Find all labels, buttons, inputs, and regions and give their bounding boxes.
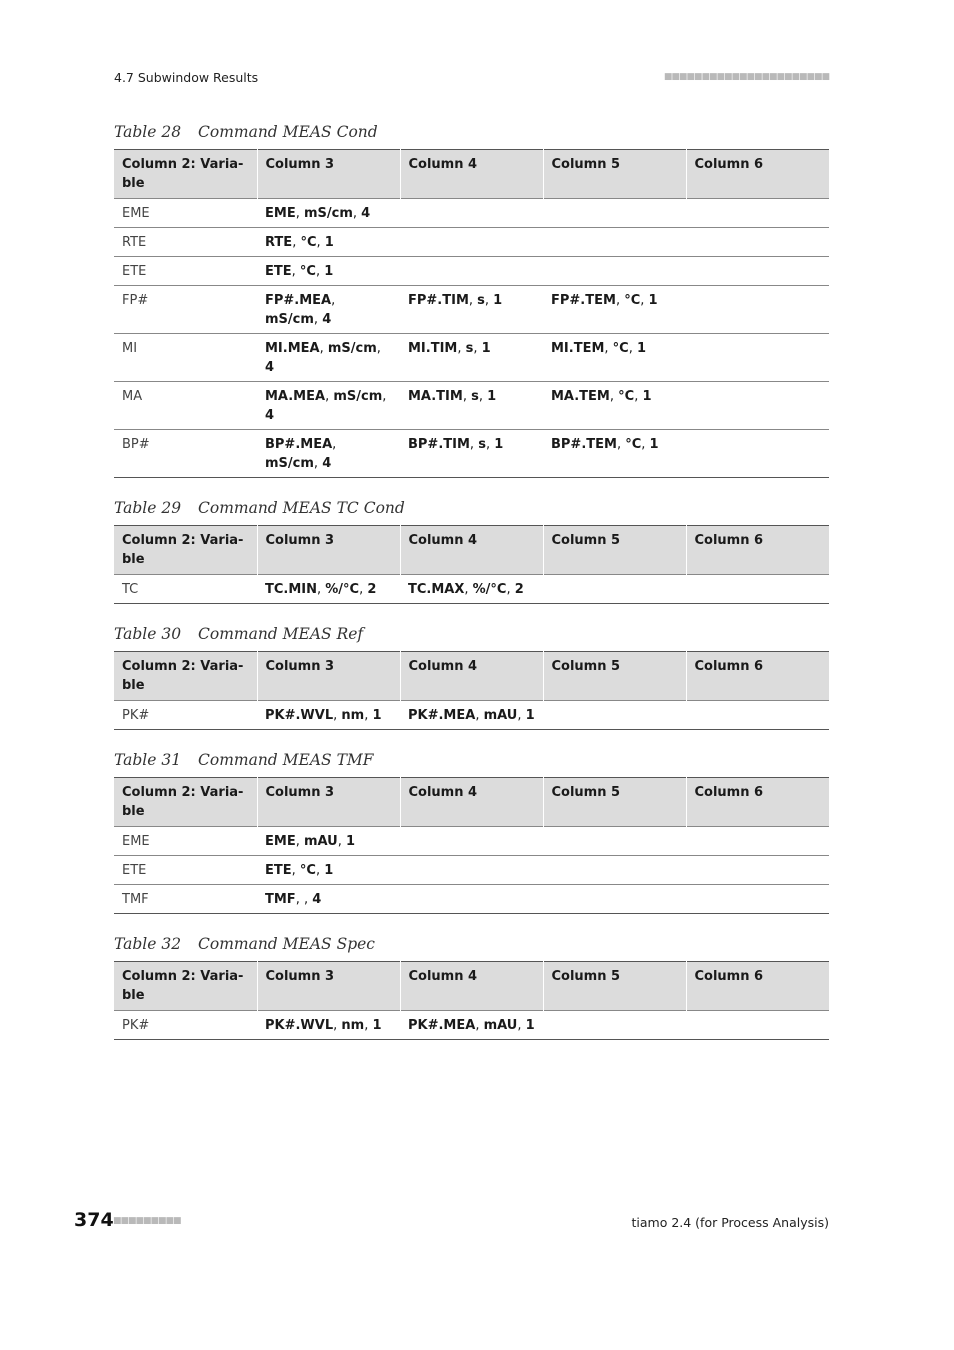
value-cell: ETE, °C, 1 [257,856,400,885]
value-cell [543,827,686,856]
value-cell [686,199,829,228]
value-cell: FP#.TEM, °C, 1 [543,286,686,334]
table-row [114,701,829,730]
footer-dots: ■■■■■■■■■ [113,1216,181,1226]
value-cell [543,1011,686,1040]
column-header: Column 4 [400,652,543,701]
column-header: Column 6 [686,150,829,199]
value-cell [686,286,829,334]
table-title: Command MEAS TMF [198,751,374,769]
value-cell: MI.TIM, s, 1 [400,334,543,382]
value-cell: MA.TIM, s, 1 [400,382,543,430]
value-cell: FP#.MEA, mS/cm, 4 [257,286,400,334]
variable-cell: MI [114,334,257,382]
tables-container [114,122,829,1060]
data-table [114,961,829,1040]
table-row [114,575,829,604]
table-number: Table 30 [114,625,182,643]
table-caption [114,624,829,644]
data-table [114,777,829,914]
table-row [114,228,829,257]
running-header-dots: ■■■■■■■■■■■■■■■■■■■■■■ [663,72,829,82]
column-header: Column 5 [543,962,686,1011]
value-cell [686,701,829,730]
value-cell [400,257,543,286]
variable-cell: EME [114,199,257,228]
column-header: Column 3 [257,652,400,701]
variable-cell: TMF [114,885,257,914]
running-header-section: 4.7 Subwindow Results [114,70,259,85]
value-cell [543,199,686,228]
variable-cell: FP# [114,286,257,334]
table-number: Table 28 [114,123,182,141]
footer-product: tiamo 2.4 (for Process Analysis) [631,1215,829,1230]
table-row [114,382,829,430]
column-header: Column 5 [543,652,686,701]
value-cell: MI.TEM, °C, 1 [543,334,686,382]
variable-cell: ETE [114,257,257,286]
table-number: Table 31 [114,751,182,769]
table-header-row [114,526,829,575]
column-header: Column 4 [400,962,543,1011]
value-cell: BP#.TIM, s, 1 [400,430,543,478]
table-row [114,856,829,885]
value-cell [686,382,829,430]
value-cell [686,257,829,286]
column-header: Column 2: Varia- ble [114,652,257,701]
column-header: Column 2: Varia- ble [114,150,257,199]
column-header: Column 6 [686,652,829,701]
table-row [114,257,829,286]
value-cell: BP#.TEM, °C, 1 [543,430,686,478]
value-cell: RTE, °C, 1 [257,228,400,257]
value-cell [543,228,686,257]
variable-cell: MA [114,382,257,430]
table-title: Command MEAS TC Cond [198,499,405,517]
value-cell: PK#.MEA, mAU, 1 [400,701,543,730]
column-header: Column 4 [400,526,543,575]
value-cell [686,1011,829,1040]
table-row [114,199,829,228]
variable-cell: PK# [114,1011,257,1040]
column-header: Column 4 [400,150,543,199]
variable-cell: BP# [114,430,257,478]
column-header: Column 3 [257,526,400,575]
column-header: Column 6 [686,526,829,575]
column-header: Column 5 [543,526,686,575]
value-cell [686,228,829,257]
value-cell [543,575,686,604]
value-cell: MA.MEA, mS/cm, 4 [257,382,400,430]
column-header: Column 3 [257,962,400,1011]
variable-cell: TC [114,575,257,604]
value-cell [543,701,686,730]
value-cell [686,430,829,478]
table-row [114,286,829,334]
table-row [114,827,829,856]
value-cell [400,827,543,856]
value-cell [543,257,686,286]
table-caption [114,750,829,770]
table-row [114,1011,829,1040]
value-cell: MA.TEM, °C, 1 [543,382,686,430]
column-header: Column 6 [686,962,829,1011]
value-cell [686,334,829,382]
value-cell: TMF, , 4 [257,885,400,914]
column-header: Column 4 [400,778,543,827]
value-cell: TC.MAX, %/°C, 2 [400,575,543,604]
value-cell: PK#.WVL, nm, 1 [257,1011,400,1040]
column-header: Column 3 [257,150,400,199]
value-cell: TC.MIN, %/°C, 2 [257,575,400,604]
page-number: 374 [74,1209,114,1231]
column-header: Column 5 [543,778,686,827]
value-cell: MI.MEA, mS/cm, 4 [257,334,400,382]
value-cell [543,856,686,885]
value-cell: PK#.MEA, mAU, 1 [400,1011,543,1040]
data-table [114,149,829,478]
value-cell [543,885,686,914]
table-header-row [114,150,829,199]
value-cell [400,199,543,228]
table-row [114,430,829,478]
variable-cell: RTE [114,228,257,257]
value-cell [686,575,829,604]
value-cell [400,856,543,885]
table-title: Command MEAS Ref [198,625,364,643]
table-caption [114,498,829,518]
value-cell [400,228,543,257]
value-cell: ETE, °C, 1 [257,257,400,286]
variable-cell: EME [114,827,257,856]
value-cell [400,885,543,914]
column-header: Column 3 [257,778,400,827]
table-row [114,334,829,382]
table-title: Command MEAS Cond [198,123,378,141]
table-number: Table 32 [114,935,182,953]
value-cell [686,885,829,914]
value-cell: BP#.MEA, mS/cm, 4 [257,430,400,478]
table-caption [114,122,829,142]
column-header: Column 5 [543,150,686,199]
column-header: Column 2: Varia- ble [114,962,257,1011]
variable-cell: ETE [114,856,257,885]
table-row [114,885,829,914]
column-header: Column 2: Varia- ble [114,526,257,575]
table-header-row [114,778,829,827]
table-header-row [114,962,829,1011]
table-caption [114,934,829,954]
table-header-row [114,652,829,701]
table-number: Table 29 [114,499,182,517]
value-cell: FP#.TIM, s, 1 [400,286,543,334]
data-table [114,525,829,604]
value-cell [686,827,829,856]
variable-cell: PK# [114,701,257,730]
table-title: Command MEAS Spec [198,935,375,953]
value-cell: EME, mS/cm, 4 [257,199,400,228]
value-cell [686,856,829,885]
column-header: Column 2: Varia- ble [114,778,257,827]
value-cell: EME, mAU, 1 [257,827,400,856]
data-table [114,651,829,730]
value-cell: PK#.WVL, nm, 1 [257,701,400,730]
column-header: Column 6 [686,778,829,827]
